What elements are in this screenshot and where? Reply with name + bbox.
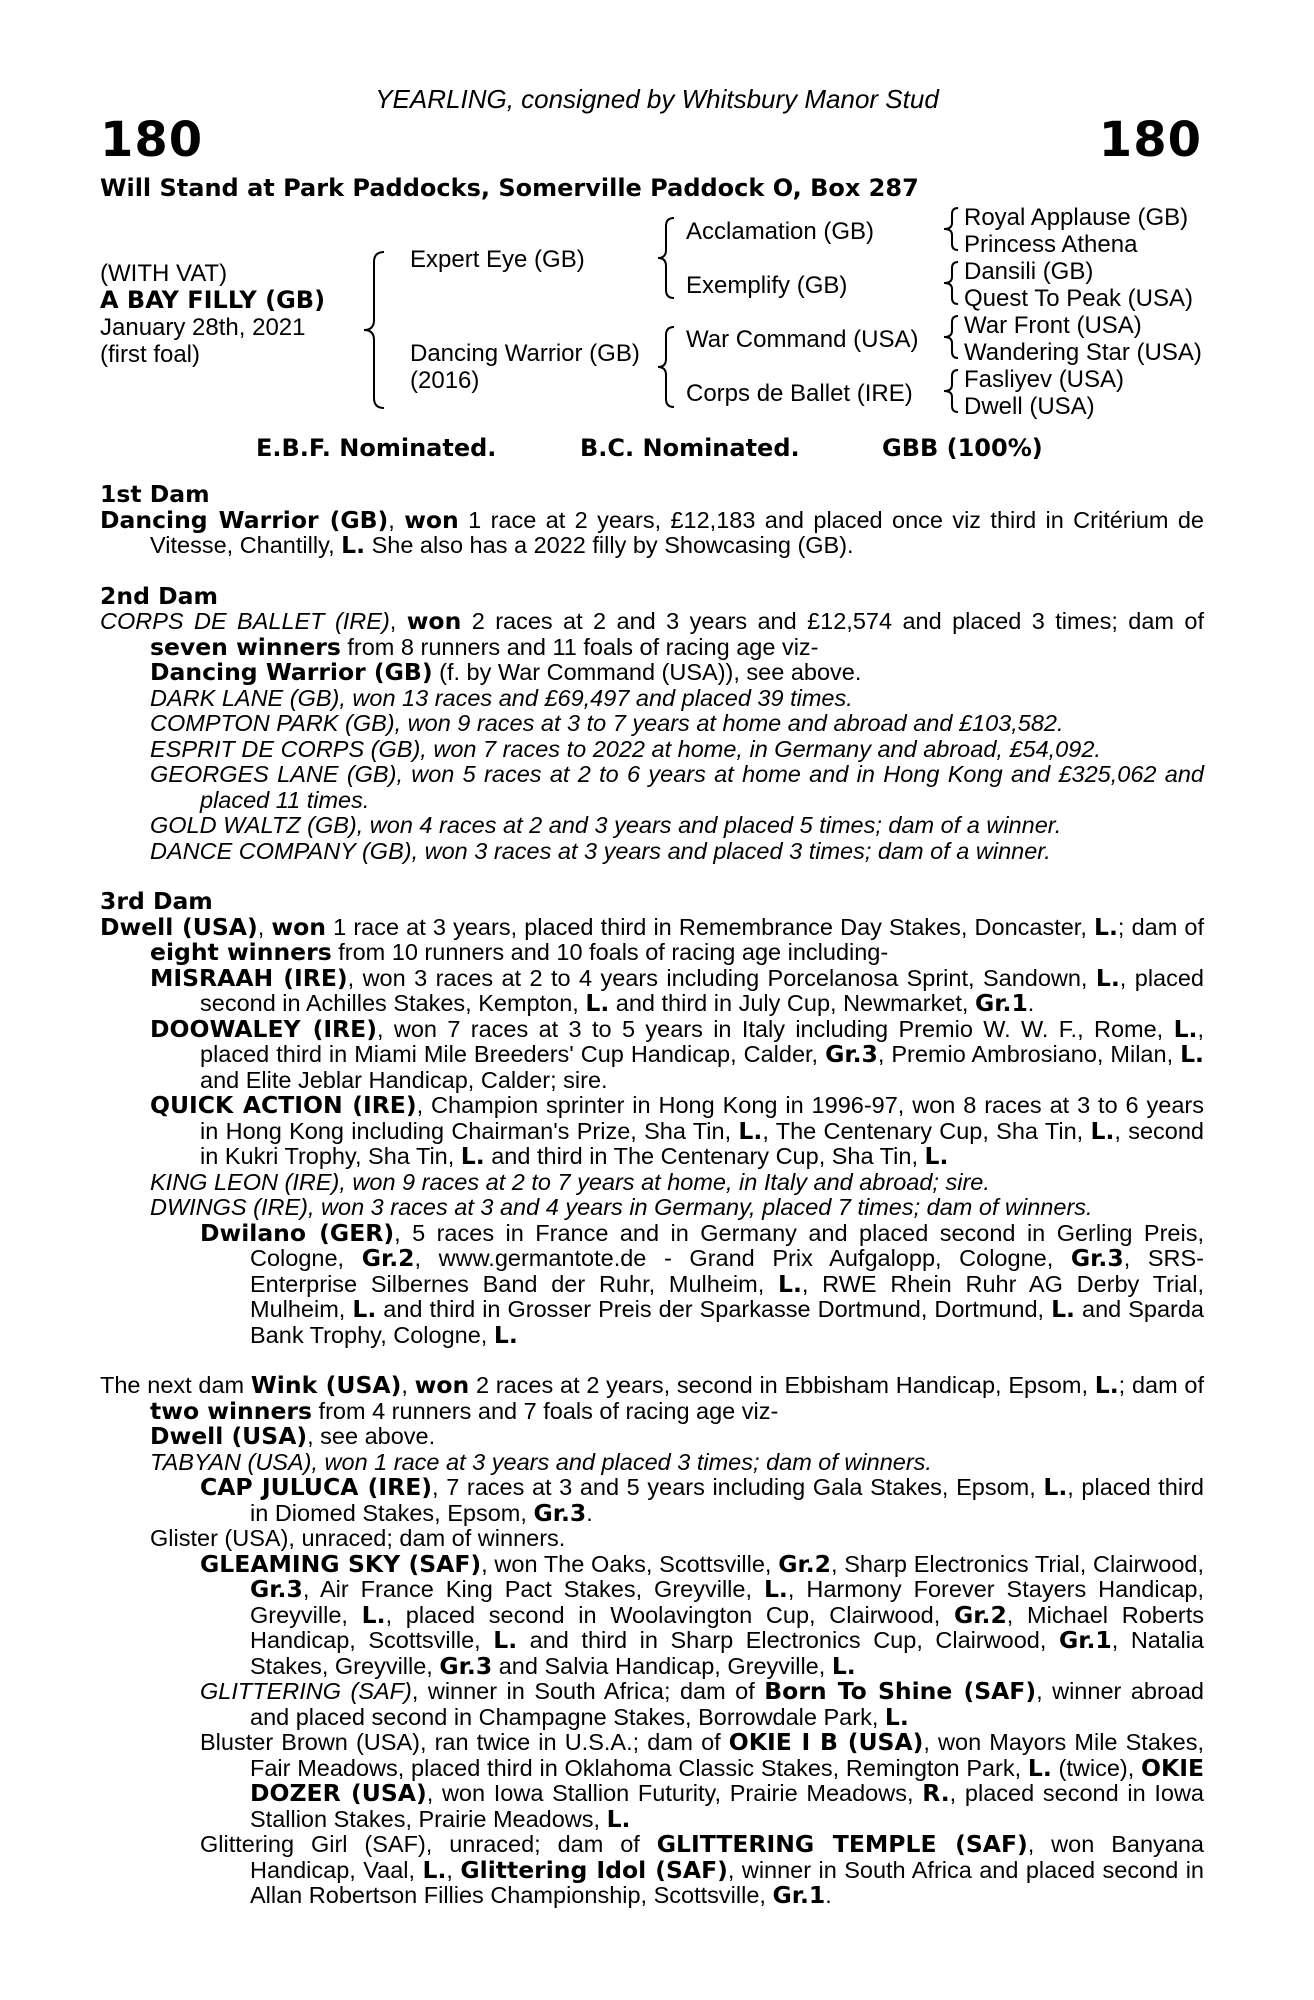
bold-text-run: L.: [763, 1575, 788, 1603]
bold-text-run: Gr.2: [778, 1549, 831, 1578]
bold-text-run: Dwilano (GER): [200, 1218, 395, 1247]
ebf-nomination: E.B.F. Nominated.: [256, 434, 497, 462]
text-run: , placed second in Woolavington Cup, Clairwood,: [385, 1601, 954, 1628]
text-run: , won Banyana Handicap, Vaal,: [250, 1831, 1204, 1883]
dam-sire-name: War Command (USA): [686, 326, 919, 353]
bold-text-run: L.: [1173, 1014, 1198, 1043]
dam-year: (2016): [410, 367, 480, 394]
text-run: and Elite Jeblar Handicap, Calder; sire.: [200, 1066, 608, 1093]
text-run: , placed second in Iowa Stallion Stakes, Prairie Meadows,: [250, 1780, 1205, 1832]
bold-text-run: Dwell (USA): [150, 1422, 308, 1450]
text-run: ,: [401, 1372, 415, 1398]
third-dam-heading: 3rd Dam: [100, 887, 213, 915]
bold-text-run: CAP JULUCA (IRE): [200, 1473, 433, 1501]
text-run: , won Iowa Stallion Futurity, Prairie Meadows,: [426, 1780, 923, 1806]
bold-text-run: L.: [1095, 963, 1120, 992]
text-run: , 5 races in France and in Germany and placed second in Gerling Preis, Cologne,: [250, 1219, 1204, 1271]
text-run: , Natalia Stakes, Greyville,: [250, 1627, 1204, 1679]
next-dam-produce: [100, 1424, 1204, 1450]
bold-text-run: L.: [352, 1295, 377, 1323]
italic-text-run: GLITTERING (SAF): [200, 1678, 412, 1704]
italic-text-run: ESPRIT DE CORPS (GB): [150, 735, 421, 762]
text-run: .: [1027, 990, 1035, 1016]
text-run: and third in Sharp Electronics Cup, Clairwood,: [517, 1627, 1059, 1653]
bold-text-run: L.: [460, 1142, 485, 1170]
bold-text-run: L.: [1094, 1371, 1119, 1399]
text-run: , RWE Rhein Ruhr AG Derby Trial, Mulheim,: [250, 1270, 1204, 1322]
g-brace-4: [940, 366, 962, 416]
stand-location: Will Stand at Park Paddocks, Somerville Paddock O, Box 287: [100, 174, 919, 202]
text-run: , Harmony Forever Stayers Handicap, Greyville,: [250, 1576, 1204, 1628]
bold-text-run: Gr.2: [361, 1244, 415, 1272]
text-run: from 4 runners and 7 foals of racing age viz-: [312, 1397, 779, 1424]
next-dam-grandproduce: [100, 1730, 1204, 1832]
italic-text-run: KING LEON (IRE): [150, 1168, 340, 1195]
italic-text-run: , won 3 races at 3 years and placed 3 times; dam of a winner.: [411, 837, 1051, 864]
text-run: , Air France King Pact Stakes, Greyville,: [302, 1576, 764, 1602]
bold-text-run: Dancing Warrior (GB): [100, 505, 389, 534]
second-dam-produce: [100, 660, 1204, 686]
granddam-line-4: Quest To Peak (USA): [964, 285, 1193, 312]
text-run: , won The Oaks, Scottsville,: [481, 1550, 779, 1577]
bold-text-run: L.: [777, 1269, 802, 1298]
text-run: , see above.: [307, 1423, 436, 1449]
bold-text-run: L.: [1027, 1753, 1052, 1782]
bold-text-run: L.: [1051, 1295, 1075, 1323]
second-dam-produce: [100, 737, 1204, 763]
text-run: 2 races at 2 and 3 years and £12,574 and placed 3 times; dam of: [461, 608, 1204, 634]
bold-text-run: L.: [493, 1320, 518, 1349]
italic-text-run: GOLD WALTZ (GB): [150, 812, 357, 838]
text-run: ; dam of: [1118, 1372, 1205, 1398]
italic-text-run: , won 9 races at 2 to 7 years at home, in Italy and abroad; sire.: [339, 1168, 990, 1195]
text-run: , Sharp Electronics Trial, Clairwood,: [831, 1550, 1205, 1577]
text-run: , Champion sprinter in Hong Kong in 1996-97, won 8 races at 3 to 6 years in Hong Kong including Chairman's Prize, Sha Tin,: [200, 1092, 1204, 1144]
third-dam-produce: [100, 1170, 1204, 1196]
text-run: , winner abroad and placed second in Champagne Stakes, Borrowdale Park,: [250, 1678, 1204, 1730]
text-run: , The Centenary Cup, Sha Tin,: [762, 1117, 1091, 1144]
text-run: , 7 races at 3 and 5 years including Gala Stakes, Epsom,: [432, 1474, 1044, 1500]
bold-text-run: L.: [924, 1142, 949, 1170]
bold-text-run: GLEAMING SKY (SAF): [200, 1549, 482, 1578]
next-dam-produce: [100, 1526, 1204, 1552]
text-run: from 8 runners and 11 foals of racing age viz-: [340, 633, 819, 660]
text-run: 1 race at 3 years, placed third in Remembrance Day Stakes, Doncaster,: [326, 913, 1094, 940]
text-run: , placed third in Diomed Stakes, Epsom,: [250, 1474, 1204, 1526]
bold-text-run: L.: [422, 1855, 447, 1884]
bold-text-run: L.: [341, 531, 366, 559]
text-run: Glister (USA), unraced; dam of winners.: [150, 1525, 566, 1551]
next-dam-grandproduce: [100, 1832, 1204, 1909]
text-run: 1 race at 2 years, £12,183 and placed once viz third in Critérium de Vitesse, Chantilly,: [150, 506, 1204, 558]
text-run: The next dam: [100, 1372, 251, 1398]
bold-text-run: DOOWALEY (IRE): [150, 1014, 377, 1043]
italic-text-run: , won 3 races at 3 and 4 years in Germany, placed 7 times; dam of winners.: [307, 1194, 1093, 1220]
sire-brace: [654, 214, 680, 302]
bold-text-run: Gr.2: [953, 1600, 1007, 1629]
text-run: and third in July Cup, Newmarket,: [609, 990, 975, 1016]
bold-text-run: won: [271, 912, 326, 941]
bold-text-run: R.: [922, 1779, 950, 1807]
italic-text-run: , won 7 races to 2022 at home, in Germany and abroad, £54,092.: [420, 735, 1101, 762]
next-dam-paragraph: [100, 1373, 1204, 1424]
bold-text-run: QUICK ACTION (IRE): [150, 1091, 417, 1119]
italic-text-run: GEORGES LANE (GB): [150, 761, 397, 787]
dam-name: Dancing Warrior (GB): [410, 340, 640, 367]
bold-text-run: Dwell (USA): [100, 912, 258, 941]
italic-text-run: , won 5 races at 2 to 6 years at home and in Hong Kong and £325,062 and placed 11 times.: [200, 761, 1204, 813]
vat-note: (WITH VAT): [100, 260, 228, 287]
text-run: , SRS-Enterprise Silbernes Band der Ruhr, Mulheim,: [250, 1245, 1204, 1297]
bold-text-run: L.: [831, 1651, 856, 1680]
text-run: and third in Grosser Preis der Sparkasse Dortmund, Dortmund,: [376, 1296, 1052, 1322]
italic-text-run: , won 1 race at 3 years and placed 3 times; dam of winners.: [311, 1448, 932, 1475]
text-run: , placed second in Achilles Stakes, Kempton,: [200, 964, 1204, 1016]
granddam-line-3: Dansili (GB): [964, 258, 1094, 285]
text-run: , winner in South Africa and placed second in Allan Robertson Fillies Championship, Scottsville,: [250, 1856, 1205, 1908]
text-run: from 10 runners and 10 foals of racing age including-: [331, 939, 889, 965]
text-run: ,: [446, 1856, 461, 1883]
second-dam-paragraph: [100, 609, 1204, 660]
bold-text-run: Gr.1: [1058, 1626, 1112, 1654]
text-run: ,: [389, 608, 407, 634]
bold-text-run: L.: [1043, 1473, 1068, 1501]
granddam-line-6: Wandering Star (USA): [964, 339, 1202, 366]
third-dam-grandproduce: [100, 1218, 1204, 1349]
next-dam-produce: [100, 1450, 1204, 1476]
bold-text-run: Gr.1: [772, 1881, 826, 1909]
text-run: ; dam of: [1117, 913, 1205, 940]
text-run: .: [586, 1499, 593, 1526]
lot-number-left: 180: [100, 112, 204, 168]
bold-text-run: MISRAAH (IRE): [150, 963, 348, 992]
third-dam-paragraph: [100, 912, 1205, 966]
italic-text-run: , won 4 races at 2 and 3 years and placed 5 times; dam of a winner.: [356, 812, 1062, 838]
horse-foal-note: (first foal): [100, 341, 201, 368]
next-dam-grandproduce: [100, 1679, 1204, 1730]
text-run: 2 races at 2 years, second in Ebbisham Handicap, Epsom,: [469, 1372, 1095, 1398]
third-dam-produce: [100, 1195, 1204, 1221]
bold-text-run: Gr.3: [825, 1040, 878, 1068]
lot-number-right: 180: [1098, 112, 1202, 168]
bc-nomination: B.C. Nominated.: [580, 434, 800, 462]
text-run: , placed third in Miami Mile Breeders' Cup Handicap, Calder,: [200, 1015, 1204, 1067]
text-run: , won 3 races at 2 to 4 years including Porcelanosa Sprint, Sandown,: [347, 964, 1096, 991]
third-dam-produce: [100, 963, 1204, 1017]
granddam-line-1: Royal Applause (GB): [964, 204, 1189, 231]
text-run: , winner in South Africa; dam of: [411, 1678, 765, 1704]
bold-text-run: L.: [1090, 1116, 1115, 1145]
bold-text-run: won: [406, 607, 462, 635]
italic-text-run: TABYAN (USA): [150, 1448, 312, 1475]
bold-text-run: Dancing Warrior (GB): [150, 658, 433, 686]
bold-text-run: OKIE I B (USA): [728, 1728, 924, 1756]
first-dam-heading: 1st Dam: [100, 480, 210, 508]
text-run: , won Mayors Mile Stakes, Fair Meadows, placed third in Oklahoma Classic Stakes, Remington Park,: [250, 1729, 1204, 1781]
italic-text-run: DWINGS (IRE): [150, 1194, 308, 1220]
bold-text-run: L.: [1180, 1040, 1204, 1068]
text-run: and third in The Centenary Cup, Sha Tin,: [484, 1143, 925, 1169]
bold-text-run: L.: [606, 1804, 631, 1833]
catalogue-body: [100, 482, 1204, 1909]
text-run: , www.germantote.de - Grand Prix Aufgalopp, Cologne,: [414, 1245, 1071, 1271]
bold-text-run: Glittering Idol (SAF): [460, 1855, 728, 1884]
text-run: .: [825, 1882, 832, 1908]
consignor-line: YEARLING, consigned by Whitsbury Manor Stud: [375, 84, 939, 114]
second-dam-produce: [100, 711, 1204, 737]
bold-text-run: Wink (USA): [250, 1371, 402, 1399]
italic-text-run: COMPTON PARK (GB): [150, 710, 395, 736]
second-dam-heading: 2nd Dam: [100, 581, 218, 610]
text-run: , Michael Roberts Handicap, Scottsville,: [250, 1601, 1205, 1653]
third-dam-produce: [100, 1093, 1204, 1170]
dam-dam-name: Corps de Ballet (IRE): [686, 380, 913, 407]
bold-text-run: Gr.3: [533, 1498, 587, 1527]
sire-sire-name: Acclamation (GB): [686, 218, 875, 245]
italic-text-run: CORPS DE BALLET (IRE): [100, 608, 390, 634]
g-brace-2: [940, 258, 962, 308]
text-run: and Salvia Handicap, Greyville,: [492, 1652, 832, 1679]
granddam-line-8: Dwell (USA): [964, 393, 1095, 420]
bold-text-run: Born To Shine (SAF): [764, 1677, 1037, 1705]
second-dam-produce: [100, 813, 1204, 839]
bold-text-run: OKIE DOZER (USA): [250, 1753, 1204, 1807]
granddam-line-2: Princess Athena: [964, 231, 1138, 258]
text-run: Glittering Girl (SAF), unraced; dam of: [200, 1831, 657, 1857]
bold-text-run: eight winners: [150, 938, 332, 966]
third-dam-produce: [100, 1014, 1204, 1094]
sire-dam-name: Exemplify (GB): [686, 272, 848, 299]
gbb-status: GBB (100%): [882, 434, 1043, 462]
bold-text-run: Gr.1: [974, 989, 1028, 1017]
text-run: and Sparda Bank Trophy, Cologne,: [250, 1296, 1204, 1348]
italic-text-run: , won 13 races and £69,497 and placed 39 times.: [339, 684, 853, 711]
text-run: Bluster Brown (USA), ran twice in U.S.A.; dam of: [200, 1729, 729, 1755]
bold-text-run: L.: [493, 1626, 518, 1654]
bold-text-run: Gr.3: [1070, 1244, 1124, 1272]
dam-brace: [654, 323, 680, 411]
granddam-line-5: War Front (USA): [964, 312, 1142, 339]
text-run: , second in Kukri Trophy, Sha Tin,: [200, 1117, 1205, 1169]
g-brace-3: [940, 312, 962, 362]
bold-text-run: L.: [738, 1116, 763, 1145]
text-run: , Premio Ambrosiano, Milan,: [877, 1041, 1181, 1067]
text-run: ,: [388, 506, 405, 533]
granddam-line-7: Fasliyev (USA): [964, 366, 1125, 393]
horse-brace: [360, 248, 390, 413]
italic-text-run: DANCE COMPANY (GB): [150, 837, 412, 864]
bold-text-run: GLITTERING TEMPLE (SAF): [656, 1830, 1028, 1858]
bold-text-run: L.: [1094, 912, 1118, 941]
italic-text-run: , won 9 races at 3 to 7 years at home and abroad and £103,582.: [394, 710, 1064, 736]
bold-text-run: two winners: [150, 1396, 313, 1425]
bold-text-run: L.: [585, 989, 610, 1017]
text-run: She also has a 2022 filly by Showcasing (GB).: [365, 532, 854, 558]
text-run: , won 7 races at 3 to 5 years in Italy including Premio W. W. F., Rome,: [376, 1015, 1174, 1042]
text-run: (f. by War Command (USA)), see above.: [432, 659, 862, 685]
text-run: (twice),: [1051, 1754, 1142, 1781]
second-dam-produce: [100, 762, 1204, 813]
bold-text-run: L.: [361, 1600, 386, 1629]
bold-text-run: won: [414, 1371, 470, 1399]
second-dam-produce: [100, 686, 1204, 712]
second-dam-produce: [100, 839, 1204, 865]
first-dam-paragraph: [100, 505, 1204, 559]
bold-text-run: Gr.3: [250, 1575, 303, 1603]
bold-text-run: seven winners: [150, 632, 341, 661]
next-dam-grandproduce: [100, 1475, 1204, 1526]
text-run: ,: [257, 913, 272, 940]
g-brace-1: [940, 204, 962, 254]
bold-text-run: won: [404, 505, 459, 534]
bold-text-run: Gr.3: [439, 1651, 493, 1680]
sire-name: Expert Eye (GB): [410, 246, 585, 273]
bold-text-run: L.: [884, 1702, 909, 1731]
horse-dob: January 28th, 2021: [100, 314, 306, 341]
next-dam-grandproduce: [100, 1549, 1205, 1680]
horse-name: A BAY FILLY (GB): [100, 286, 326, 314]
italic-text-run: DARK LANE (GB): [150, 684, 340, 711]
